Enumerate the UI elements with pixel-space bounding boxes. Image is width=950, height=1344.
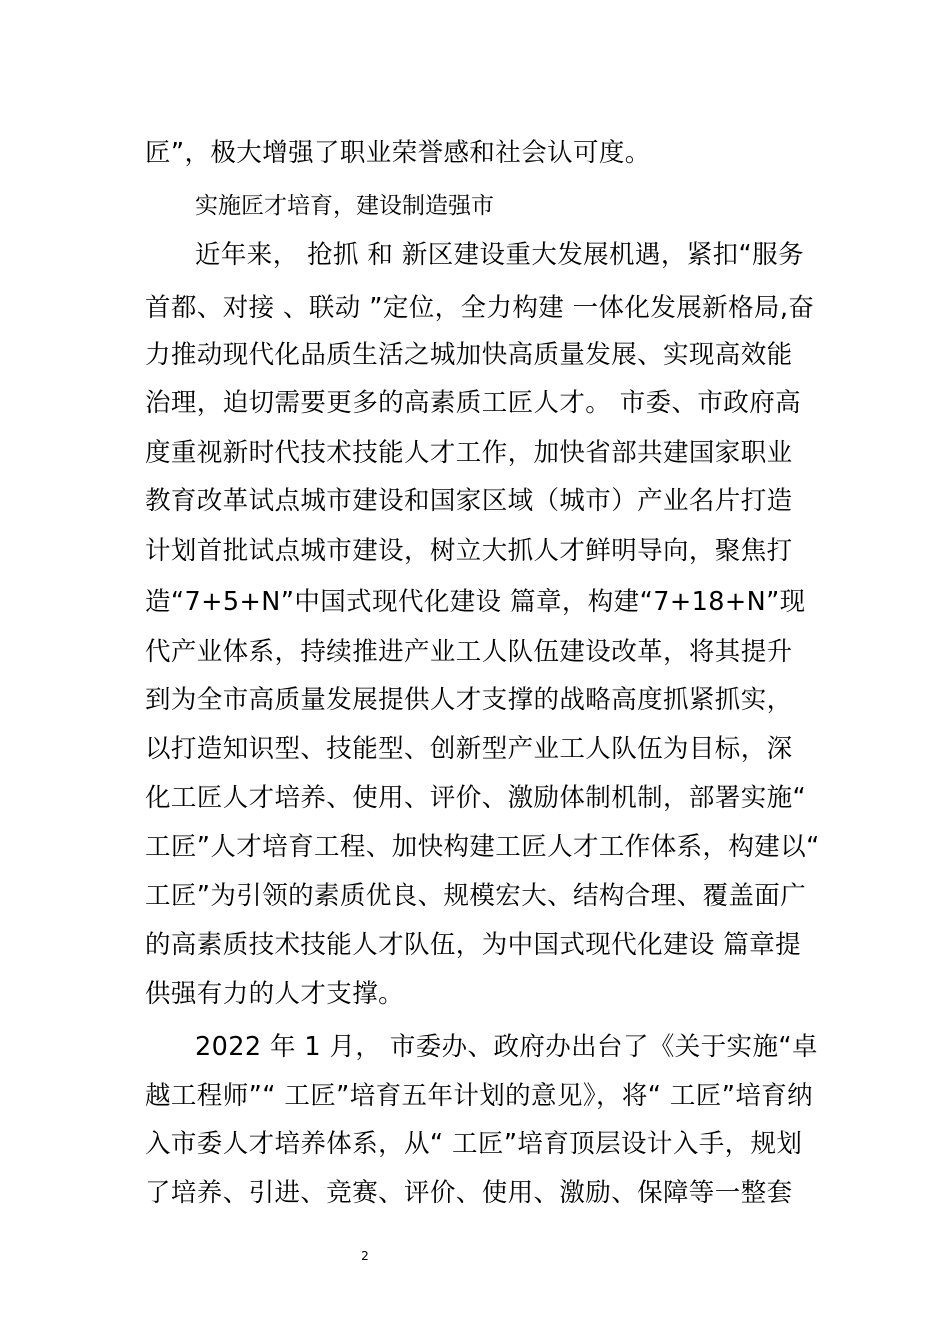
paragraph-line: 教育改革试点城市建设和国家区域（城市）产业名片打造	[145, 486, 793, 516]
paragraph-line: 入市委人才培养体系，从“ 工匠”培育顶层设计入手，规划	[145, 1129, 803, 1159]
paragraph-line: 度重视新时代技术技能人才工作，加快省部共建国家职业	[145, 438, 793, 468]
paragraph-line: 近年来， 抢抓 和 新区建设重大发展机遇，紧扣“服务	[195, 240, 804, 270]
paragraph-line: 了培养、引进、竞赛、评价、使用、激励、保障等一整套	[145, 1178, 793, 1208]
paragraph-line: 代产业体系，持续推进产业工人队伍建设改革，将其提升	[145, 637, 793, 667]
paragraph-line: 越工程师”“ 工匠”培育五年计划的意见》，将“ 工匠”培育纳	[145, 1081, 814, 1111]
paragraph-line: 供强有力的人才支撑。	[145, 979, 405, 1009]
paragraph-line: 力推动现代化品质生活之城加快高质量发展、实现高效能	[145, 340, 793, 370]
paragraph-line: 造“7+5+N”中国式现代化建设 篇章，构建“7+18+N”现	[145, 587, 806, 617]
paragraph-line: 到为全市高质量发展提供人才支撑的战略高度抓紧抓实，	[145, 685, 793, 715]
page-number: 2	[361, 1249, 369, 1263]
paragraph-line: 的高素质技术技能人才队伍，为中国式现代化建设 篇章提	[145, 930, 802, 960]
paragraph-line: 首都、对接 、联动 ”定位，全力构建 一体化发展新格局,奋	[145, 293, 815, 323]
paragraph-line: 匠”，极大增强了职业荣誉感和社会认可度。	[145, 138, 651, 168]
section-heading: 实施匠才培育，建设制造强市	[195, 193, 494, 219]
paragraph-line: 工匠”人才培育工程、加快构建工匠人才工作体系，构建以“	[145, 832, 820, 862]
paragraph-line: 2022 年 1 月， 市委办、政府办出台了《关于实施“卓	[195, 1032, 818, 1062]
paragraph-line: 工匠”为引领的素质优良、规模宏大、结构合理、覆盖面广	[145, 881, 807, 911]
paragraph-line: 治理，迫切需要更多的高素质工匠人才。 市委、市政府高	[145, 388, 802, 418]
paragraph-line: 化工匠人才培养、使用、评价、激励体制机制，部署实施“	[145, 783, 807, 813]
paragraph-line: 以打造知识型、技能型、创新型产业工人队伍为目标，深	[145, 734, 793, 764]
paragraph-line: 计划首批试点城市建设，树立大抓人才鲜明导向，聚焦打	[145, 536, 793, 566]
